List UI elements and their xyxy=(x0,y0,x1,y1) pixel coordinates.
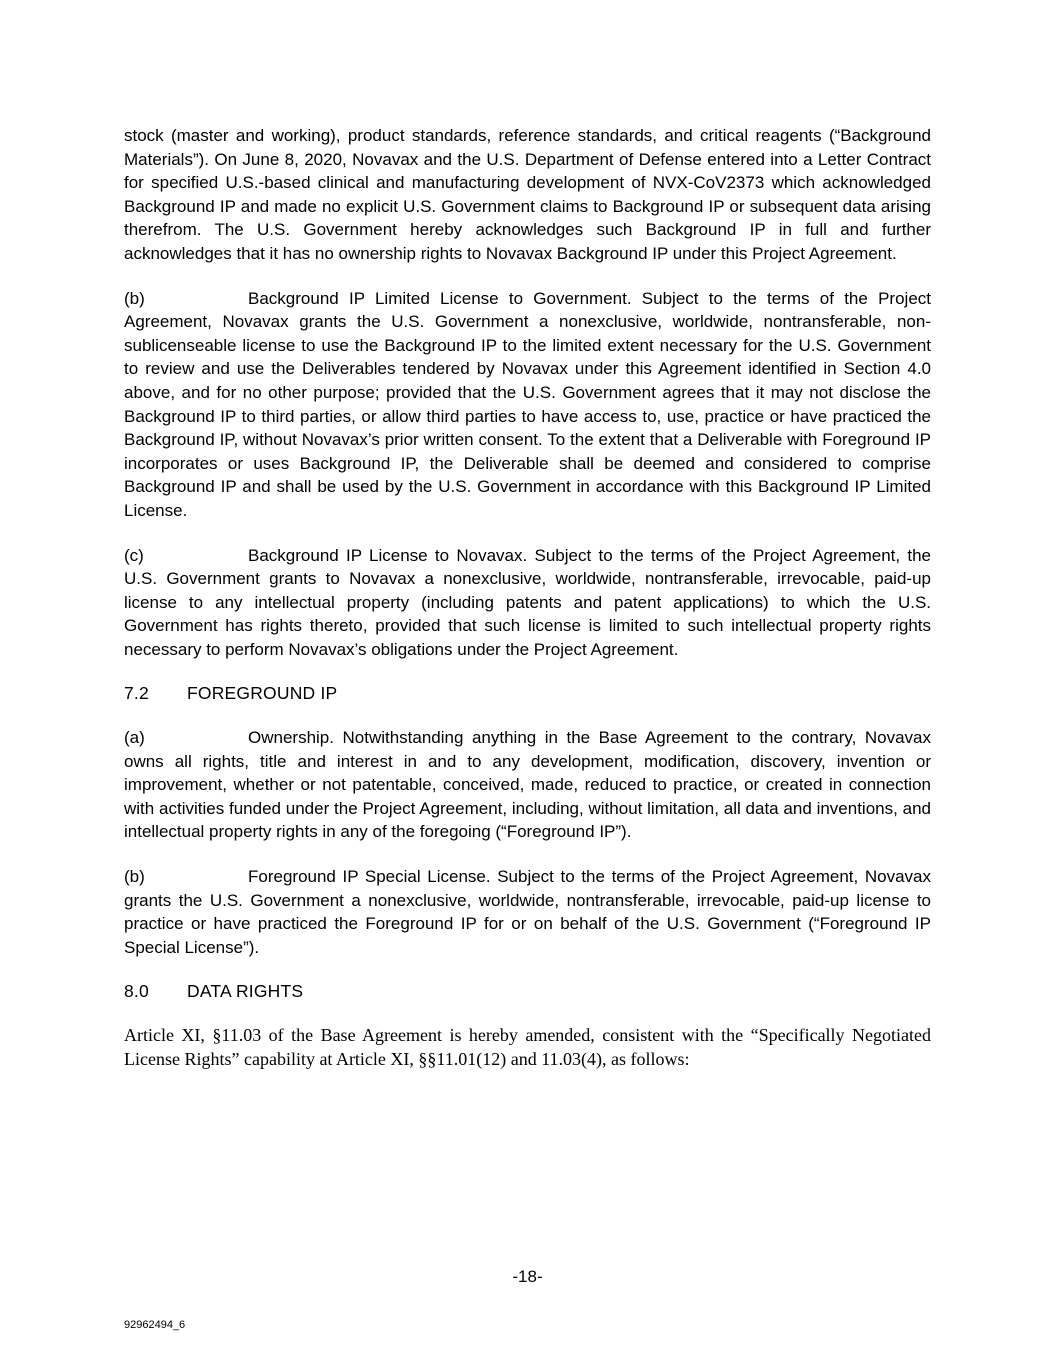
page-number: -18- xyxy=(512,1267,543,1286)
paragraph-background-ip-limited-license xyxy=(124,287,931,523)
subsection-label: (c) xyxy=(124,545,144,565)
section-title: DATA RIGHTS xyxy=(187,981,304,1002)
section-number: 8.0 xyxy=(124,981,149,1002)
section-heading-data-rights xyxy=(124,980,931,1004)
paragraph-text: Background IP License to Novavax. Subject to the terms of the Project Agreement, the U.S. Government grants to Novavax a nonexclusive, worldwide, nontransferable, irrevocable, paid-up license to any intellectual property (including patents and patent applications) to which the U.S. Government has rights thereto, provided that such license is limited to such intellectual property rights necessary to perform Novavax’s obligations under the Project Agreement. xyxy=(124,545,931,659)
section-heading-foreground-ip xyxy=(124,682,931,706)
subsection-label: (b) xyxy=(124,867,145,887)
paragraph-background-materials: stock (master and working), product standards, reference standards, and critical reagents (“Background Materials”). On June 8, 2020, Novavax and the U.S. Department of Defense entered into a Letter Contract for specified U.S.-based clinical and manufacturing development of NVX-CoV2373 which acknowledged Background IP and made no explicit U.S. Government claims to Background IP or subsequent data arising therefrom. The U.S. Government hereby acknowledges such Background IP in full and further acknowledges that it has no ownership rights to Novavax Background IP under this Project Agreement. xyxy=(124,126,931,263)
paragraph-text: Foreground IP Special License. Subject to the terms of the Project Agreement, Novavax grants the U.S. Government a nonexclusive, worldwide, nontransferable, irrevocable, paid-up license to practice or have practiced the Foreground IP for or on behalf of the U.S. Government (“Foreground IP Special License”). xyxy=(124,867,931,957)
document-body xyxy=(124,124,931,1092)
subsection-label: (a) xyxy=(124,728,145,748)
document-id: 92962494_6 xyxy=(124,1319,186,1331)
paragraph-text: Ownership. Notwithstanding anything in the Base Agreement to the contrary, Novavax owns all rights, title and interest in and to any development, modification, discovery, invention or improvement, whether or not patentable, conceived, made, reduced to practice, or created in connection with activities funded under the Project Agreement, including, without limitation, all data and inventions, and intellectual property rights in any of the foregoing (“Foreground IP”). xyxy=(124,728,931,842)
paragraph-article-xi-amendment: Article XI, §11.03 of the Base Agreement is hereby amended, consistent with the “Specifically Negotiated License Rights” capability at Article XI, §§11.01(12) and 11.03(4), as follows: xyxy=(124,1025,931,1069)
paragraph-foreground-ip-special-license xyxy=(124,865,931,959)
subsection-label: (b) xyxy=(124,288,145,308)
paragraph-text: Background IP Limited License to Government. Subject to the terms of the Project Agreement, Novavax grants the U.S. Government a nonexclusive, worldwide, nontransferable, non-sublicenseable license to use the Background IP to the limited extent necessary for the U.S. Government to review and use the Deliverables tendered by Novavax under this Agreement identified in Section 4.0 above, and for no other purpose; provided that the U.S. Government agrees that it may not disclose the Background IP to third parties, or allow third parties to have access to, use, practice or have practiced the Background IP, without Novavax’s prior written consent. To the extent that a Deliverable with Foreground IP incorporates or uses Background IP, the Deliverable shall be deemed and considered to comprise Background IP and shall be used by the U.S. Government in accordance with this Background IP Limited License. xyxy=(124,288,931,520)
paragraph-ownership xyxy=(124,726,931,844)
section-title: FOREGROUND IP xyxy=(187,683,338,704)
section-number: 7.2 xyxy=(124,683,149,704)
paragraph-background-ip-license-novavax xyxy=(124,544,931,662)
